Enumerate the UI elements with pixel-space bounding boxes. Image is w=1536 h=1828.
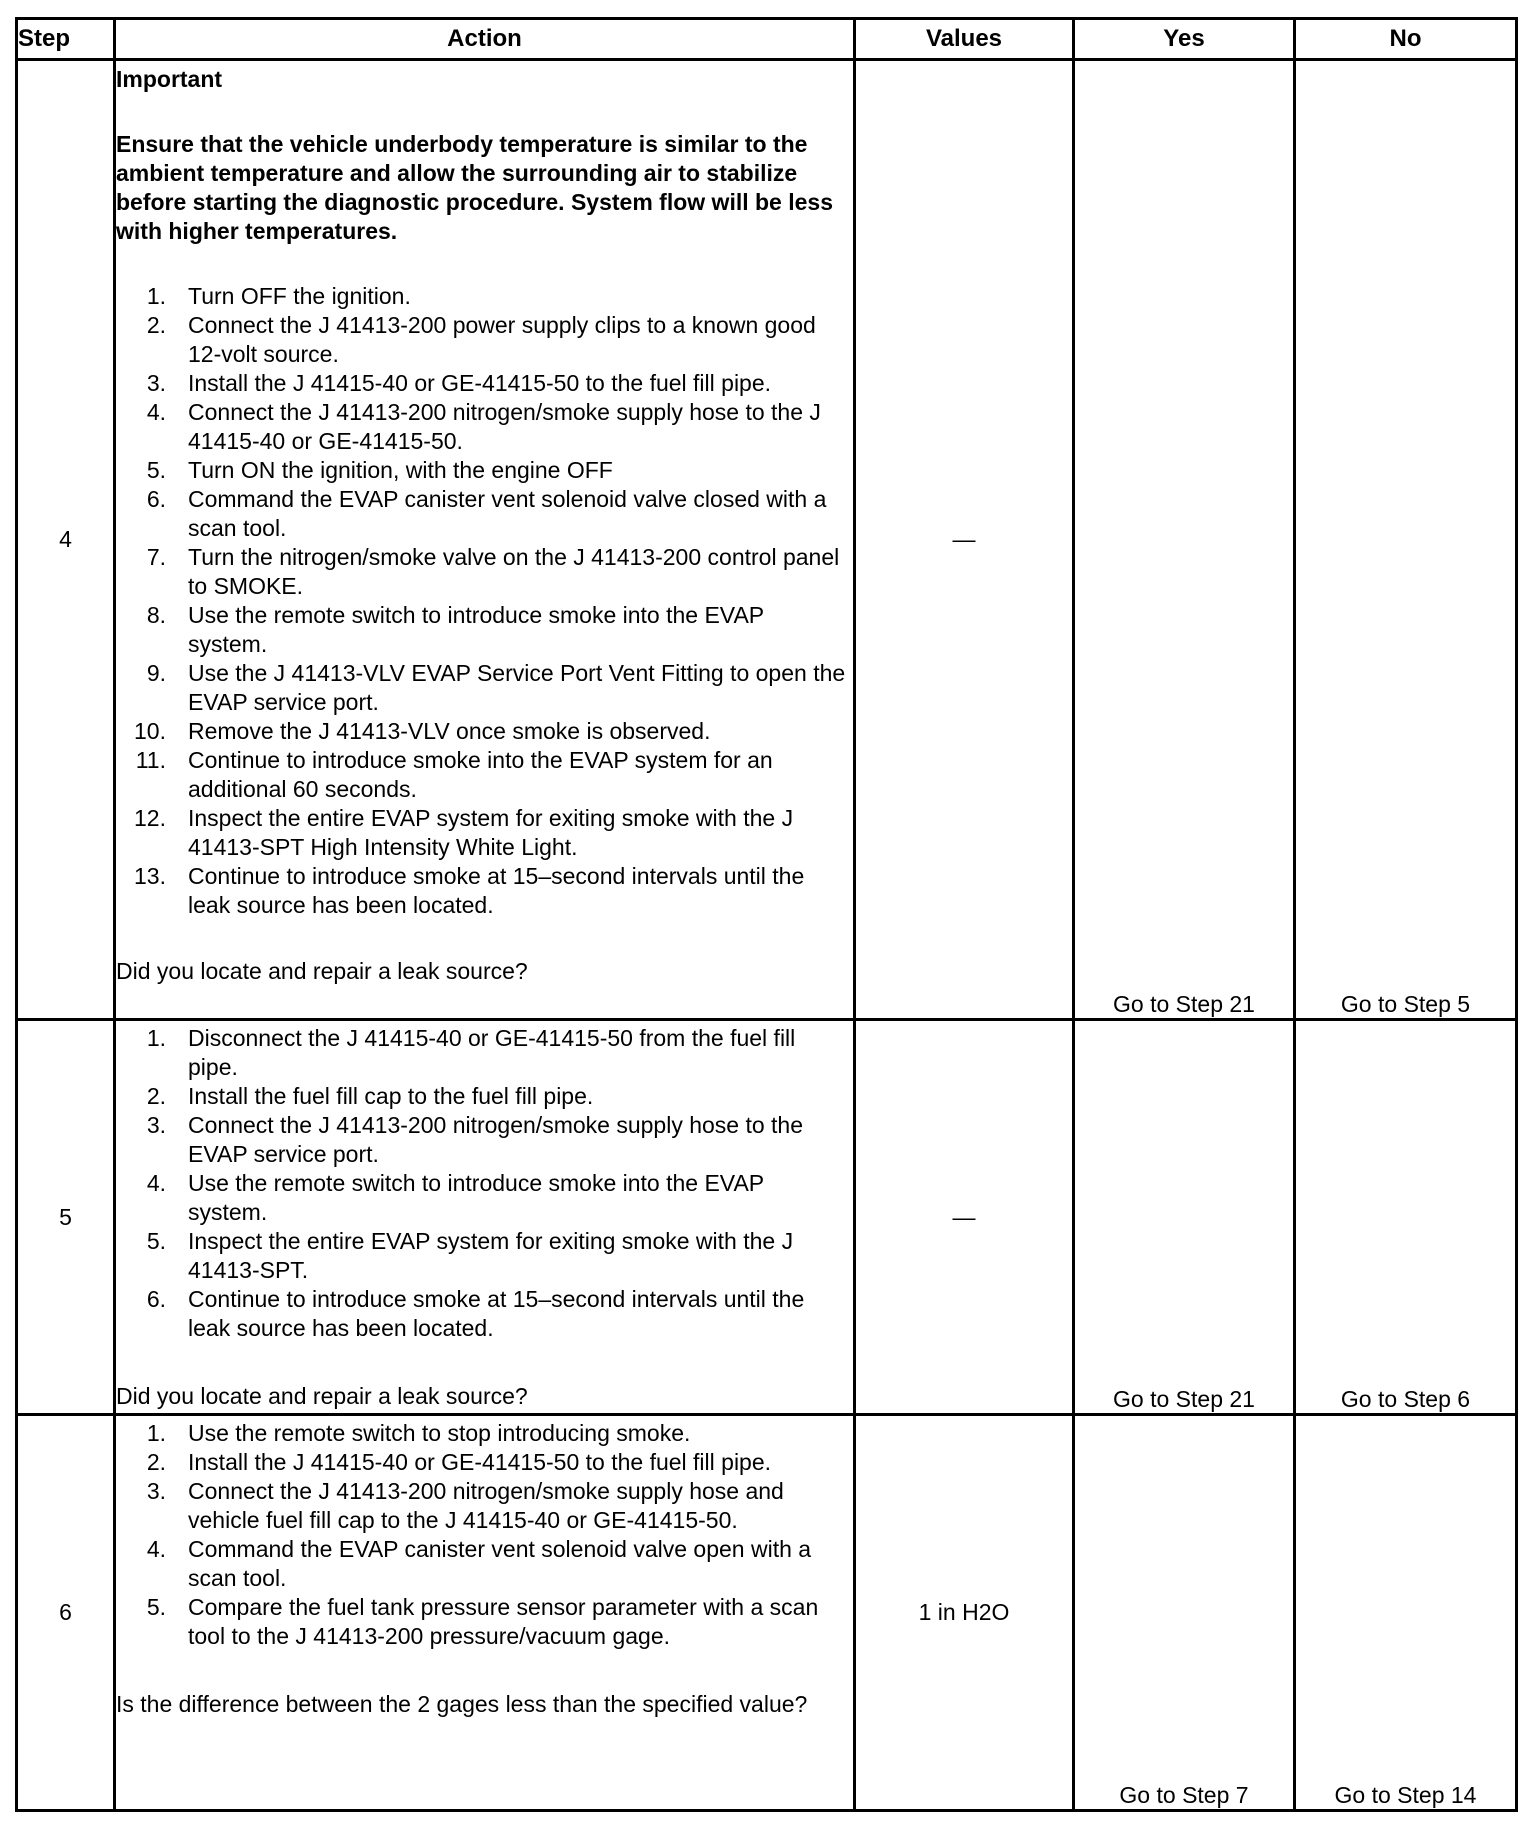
item-text: Connect the J 41413-200 nitrogen/smoke supply hose and vehicle fuel fill cap to the J 41415-40 or GE-41415-50. xyxy=(188,1478,784,1533)
step-number: 5 xyxy=(17,1020,115,1415)
header-values: Values xyxy=(855,19,1074,60)
list-item xyxy=(116,1535,853,1593)
list-item xyxy=(116,456,853,485)
item-number: 9. xyxy=(146,660,166,686)
item-text: Command the EVAP canister vent solenoid valve closed with a scan tool. xyxy=(188,486,827,541)
item-number: 6. xyxy=(146,486,166,512)
item-number: 12. xyxy=(134,805,166,831)
item-number: 3. xyxy=(146,370,166,396)
item-number: 1. xyxy=(146,283,166,309)
list-item xyxy=(116,1419,853,1448)
list-item xyxy=(116,1448,853,1477)
table-row-step-5 xyxy=(17,1020,1517,1415)
question-text: Did you locate and repair a leak source? xyxy=(116,958,528,984)
item-number: 3. xyxy=(146,1478,166,1504)
item-text: Install the J 41415-40 or GE-41415-50 to the fuel fill pipe. xyxy=(188,1449,772,1475)
list-item xyxy=(116,1024,853,1082)
table-row-step-6 xyxy=(17,1415,1517,1811)
list-item xyxy=(116,746,853,804)
value-cell: 1 in H2O xyxy=(855,1415,1074,1811)
item-text: Use the remote switch to introduce smoke into the EVAP system. xyxy=(188,602,764,657)
list-item xyxy=(116,1227,853,1285)
item-text: Connect the J 41413-200 nitrogen/smoke supply hose to the J 41415-40 or GE-41415-50. xyxy=(188,399,821,454)
procedure-list xyxy=(116,282,853,920)
item-text: Disconnect the J 41415-40 or GE-41415-50 from the fuel fill pipe. xyxy=(188,1025,796,1080)
item-text: Use the remote switch to introduce smoke into the EVAP system. xyxy=(188,1170,764,1225)
item-number: 2. xyxy=(146,312,166,338)
header-action: Action xyxy=(115,19,855,60)
item-text: Install the J 41415-40 or GE-41415-50 to the fuel fill pipe. xyxy=(188,370,772,396)
item-number: 2. xyxy=(146,1449,166,1475)
no-cell: Go to Step 6 xyxy=(1295,1020,1517,1415)
step-number: 6 xyxy=(17,1415,115,1811)
question-text: Did you locate and repair a leak source? xyxy=(116,1383,528,1409)
yes-cell: Go to Step 21 xyxy=(1074,1020,1295,1415)
item-number: 4. xyxy=(146,399,166,425)
item-text: Command the EVAP canister vent solenoid valve open with a scan tool. xyxy=(188,1536,812,1591)
item-number: 3. xyxy=(146,1112,166,1138)
no-cell: Go to Step 14 xyxy=(1295,1415,1517,1811)
item-number: 5. xyxy=(146,1228,166,1254)
list-item xyxy=(116,1082,853,1111)
list-item xyxy=(116,804,853,862)
list-item xyxy=(116,369,853,398)
procedure-list xyxy=(116,1024,853,1343)
list-item xyxy=(116,398,853,456)
yes-cell: Go to Step 7 xyxy=(1074,1415,1295,1811)
list-item xyxy=(116,485,853,543)
item-text: Use the remote switch to stop introducing smoke. xyxy=(188,1420,691,1446)
question-text: Is the difference between the 2 gages less than the specified value? xyxy=(116,1691,808,1717)
item-text: Continue to introduce smoke into the EVAP system for an additional 60 seconds. xyxy=(188,747,773,802)
header-yes: Yes xyxy=(1074,19,1295,60)
header-no: No xyxy=(1295,19,1517,60)
item-text: Inspect the entire EVAP system for exiting smoke with the J 41413-SPT. xyxy=(188,1228,794,1283)
item-number: 1. xyxy=(146,1025,166,1051)
list-item xyxy=(116,1169,853,1227)
item-text: Remove the J 41413-VLV once smoke is observed. xyxy=(188,718,711,744)
action-cell xyxy=(115,60,855,1020)
step-number: 4 xyxy=(17,60,115,1020)
list-item xyxy=(116,717,853,746)
list-item xyxy=(116,1593,853,1651)
table-row-step-4 xyxy=(17,60,1517,1020)
item-text: Compare the fuel tank pressure sensor parameter with a scan tool to the J 41413-200 pressure/vacuum gage. xyxy=(188,1594,819,1649)
header-row xyxy=(17,19,1517,60)
item-number: 5. xyxy=(146,1594,166,1620)
list-item xyxy=(116,311,853,369)
list-item xyxy=(116,543,853,601)
list-item xyxy=(116,282,853,311)
item-number: 8. xyxy=(146,602,166,628)
diagnostic-table xyxy=(15,17,1518,1812)
item-text: Connect the J 41413-200 power supply clips to a known good 12-volt source. xyxy=(188,312,816,367)
item-number: 4. xyxy=(146,1536,166,1562)
item-number: 13. xyxy=(134,863,166,889)
item-number: 7. xyxy=(146,544,166,570)
item-text: Turn OFF the ignition. xyxy=(188,283,411,309)
action-cell xyxy=(115,1020,855,1415)
item-text: Turn the nitrogen/smoke valve on the J 41413-200 control panel to SMOKE. xyxy=(188,544,840,599)
item-text: Continue to introduce smoke at 15–second intervals until the leak source has been located. xyxy=(188,1286,805,1341)
item-number: 11. xyxy=(135,747,166,773)
item-text: Continue to introduce smoke at 15–second intervals until the leak source has been located. xyxy=(188,863,805,918)
list-item xyxy=(116,601,853,659)
procedure-list xyxy=(116,1419,853,1651)
item-number: 10. xyxy=(134,718,166,744)
item-text: Inspect the entire EVAP system for exiting smoke with the J 41413-SPT High Intensity White Light. xyxy=(188,805,794,860)
value-cell: — xyxy=(855,1020,1074,1415)
list-item xyxy=(116,1477,853,1535)
item-number: 2. xyxy=(146,1083,166,1109)
header-step: Step xyxy=(17,19,115,60)
list-item xyxy=(116,659,853,717)
item-number: 6. xyxy=(146,1286,166,1312)
list-item xyxy=(116,862,853,920)
item-text: Use the J 41413-VLV EVAP Service Port Vent Fitting to open the EVAP service port. xyxy=(188,660,846,715)
item-text: Connect the J 41413-200 nitrogen/smoke supply hose to the EVAP service port. xyxy=(188,1112,804,1167)
item-text: Turn ON the ignition, with the engine OFF xyxy=(188,457,613,483)
no-cell: Go to Step 5 xyxy=(1295,60,1517,1020)
important-note: Ensure that the vehicle underbody temperature is similar to the ambient temperature and allow the surrounding air to stabilize before starting the diagnostic procedure. System flow will be less with higher temperatures. xyxy=(116,131,833,244)
important-label: Important xyxy=(116,66,223,92)
yes-cell: Go to Step 21 xyxy=(1074,60,1295,1020)
list-item xyxy=(116,1111,853,1169)
item-number: 1. xyxy=(146,1420,166,1446)
action-cell xyxy=(115,1415,855,1811)
item-number: 4. xyxy=(146,1170,166,1196)
value-cell: — xyxy=(855,60,1074,1020)
list-item xyxy=(116,1285,853,1343)
item-number: 5. xyxy=(146,457,166,483)
item-text: Install the fuel fill cap to the fuel fill pipe. xyxy=(188,1083,594,1109)
